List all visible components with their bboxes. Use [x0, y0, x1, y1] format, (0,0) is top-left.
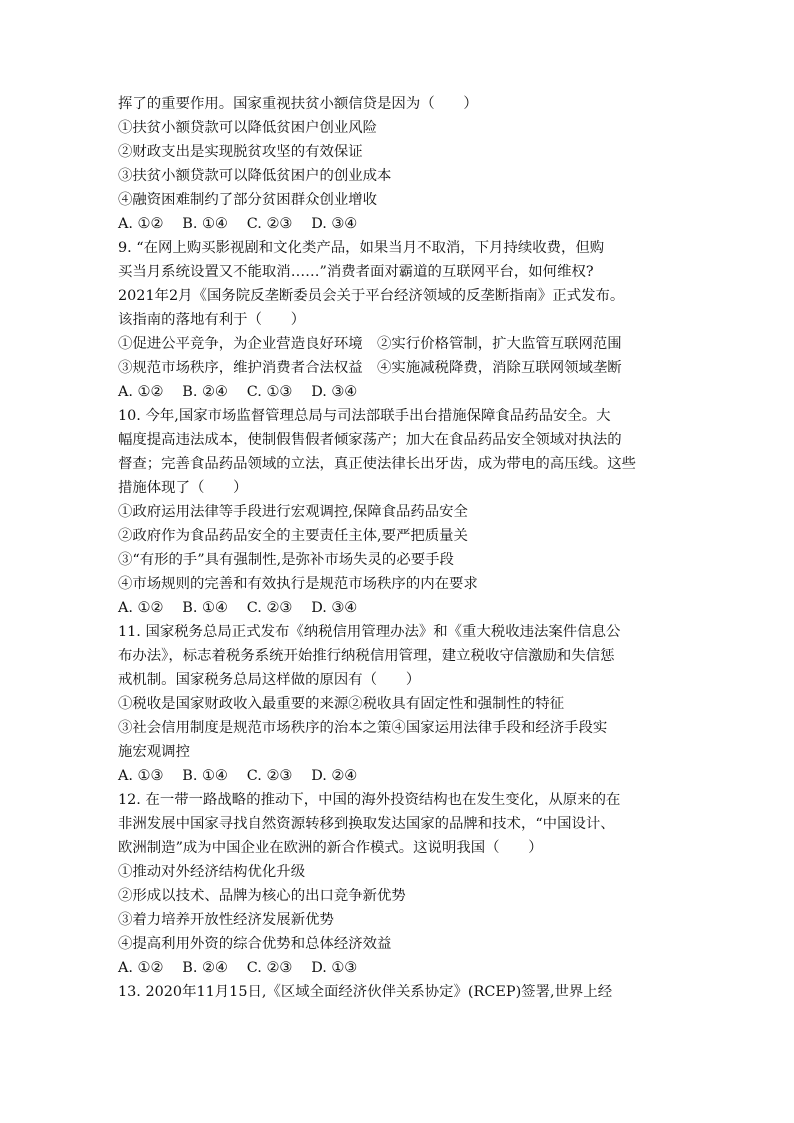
- option-line: ③扶贫小额贷款可以降低贫困户的创业成本: [118, 168, 392, 184]
- option-line: ①扶贫小额贷款可以降低贫困户创业风险: [118, 120, 378, 136]
- text-line: 2021年2月《国务院反垄断委员会关于平台经济领域的反垄断指南》正式发布。: [118, 288, 625, 304]
- option-line: ①政府运用法律等手段进行宏观调控,保障食品药品安全: [118, 504, 468, 520]
- option-line: ①促进公平竞争，为企业营造良好环境 ②实行价格管制，扩大监管互联网范围: [118, 336, 622, 352]
- text-line: 买当月系统设置又不能取消……”消费者面对霸道的互联网平台，如何维权?: [118, 264, 594, 280]
- option-line: ③社会信用制度是规范市场秩序的治本之策④国家运用法律手段和经济手段实: [118, 720, 608, 736]
- question-13: 13. 2020年11月15日,《区域全面经济伙伴关系协定》(RCEP)签署,世界上经: [118, 984, 613, 1000]
- answer-choices: A. ①② B. ①④ C. ②③ D. ③④: [118, 216, 358, 232]
- option-line: ①税收是国家财政收入最重要的来源②税收具有固定性和强制性的特征: [118, 696, 565, 712]
- answer-choices: A. ①② B. ①④ C. ②③ D. ③④: [118, 600, 358, 616]
- text-line: 非洲发展中国家寻找自然资源转移到换取发达国家的品牌和技术，“中国设计、: [118, 816, 615, 832]
- question-9: 9. “在网上购买影视剧和文化类产品，如果当月不取消，下月持续收费，但购: [118, 240, 605, 256]
- document-page: [118, 92, 678, 1004]
- question-10: 10. 今年,国家市场监督管理总局与司法部联手出台措施保障食品药品安全。大: [118, 408, 611, 424]
- option-line: ①推动对外经济结构优化升级: [118, 864, 306, 880]
- option-line: ④提高利用外资的综合优势和总体经济效益: [118, 936, 392, 952]
- text-line: 戒机制。国家税务总局这样做的原因有（ ）: [118, 672, 421, 688]
- option-line: ②政府作为食品药品安全的主要责任主体,要严把质量关: [118, 528, 468, 544]
- option-line: ④融资困难制约了部分贫困群众创业增收: [118, 192, 378, 208]
- text-line: 布办法》，标志着税务系统开始推行纳税信用管理，建立税收守信激励和失信惩: [118, 648, 615, 664]
- question-12: 12. 在一带一路战略的推动下，中国的海外投资结构也在发生变化，从原来的在: [118, 792, 621, 808]
- question-11: 11. 国家税务总局正式发布《纳税信用管理办法》和《重大税收违法案件信息公: [118, 624, 621, 640]
- text-line: 督查；完善食品药品领域的立法，真正使法律长出牙齿，成为带电的高压线。这些: [118, 456, 637, 472]
- text-line: 幅度提高违法成本，使制假售假者倾家荡产；加大在食品药品安全领域对执法的: [118, 432, 622, 448]
- text-line: 挥了的重要作用。国家重视扶贫小额信贷是因为（ ）: [118, 96, 478, 112]
- text-line: 该指南的落地有利于（ ）: [118, 312, 306, 328]
- option-line: ③规范市场秩序，维护消费者合法权益 ④实施减税降费，消除互联网领域垄断: [118, 360, 622, 376]
- answer-choices: A. ①② B. ②④ C. ②③ D. ①③: [118, 960, 358, 976]
- option-line: 施宏观调控: [118, 744, 190, 760]
- answer-choices: A. ①② B. ②④ C. ①③ D. ③④: [118, 384, 358, 400]
- option-line: ②形成以技术、品牌为核心的出口竞争新优势: [118, 888, 406, 904]
- answer-choices: A. ①③ B. ①④ C. ②③ D. ②④: [118, 768, 358, 784]
- option-line: ②财政支出是实现脱贫攻坚的有效保证: [118, 144, 363, 160]
- option-line: ③“有形的手”具有强制性,是弥补市场失灵的必要手段: [118, 552, 454, 568]
- option-line: ③着力培养开放性经济发展新优势: [118, 912, 334, 928]
- option-line: ④市场规则的完善和有效执行是规范市场秩序的内在要求: [118, 576, 478, 592]
- text-line: 欧洲制造”成为中国企业在欧洲的新合作模式。这说明我国（ ）: [118, 840, 543, 856]
- text-line: 措施体现了（ ）: [118, 480, 248, 496]
